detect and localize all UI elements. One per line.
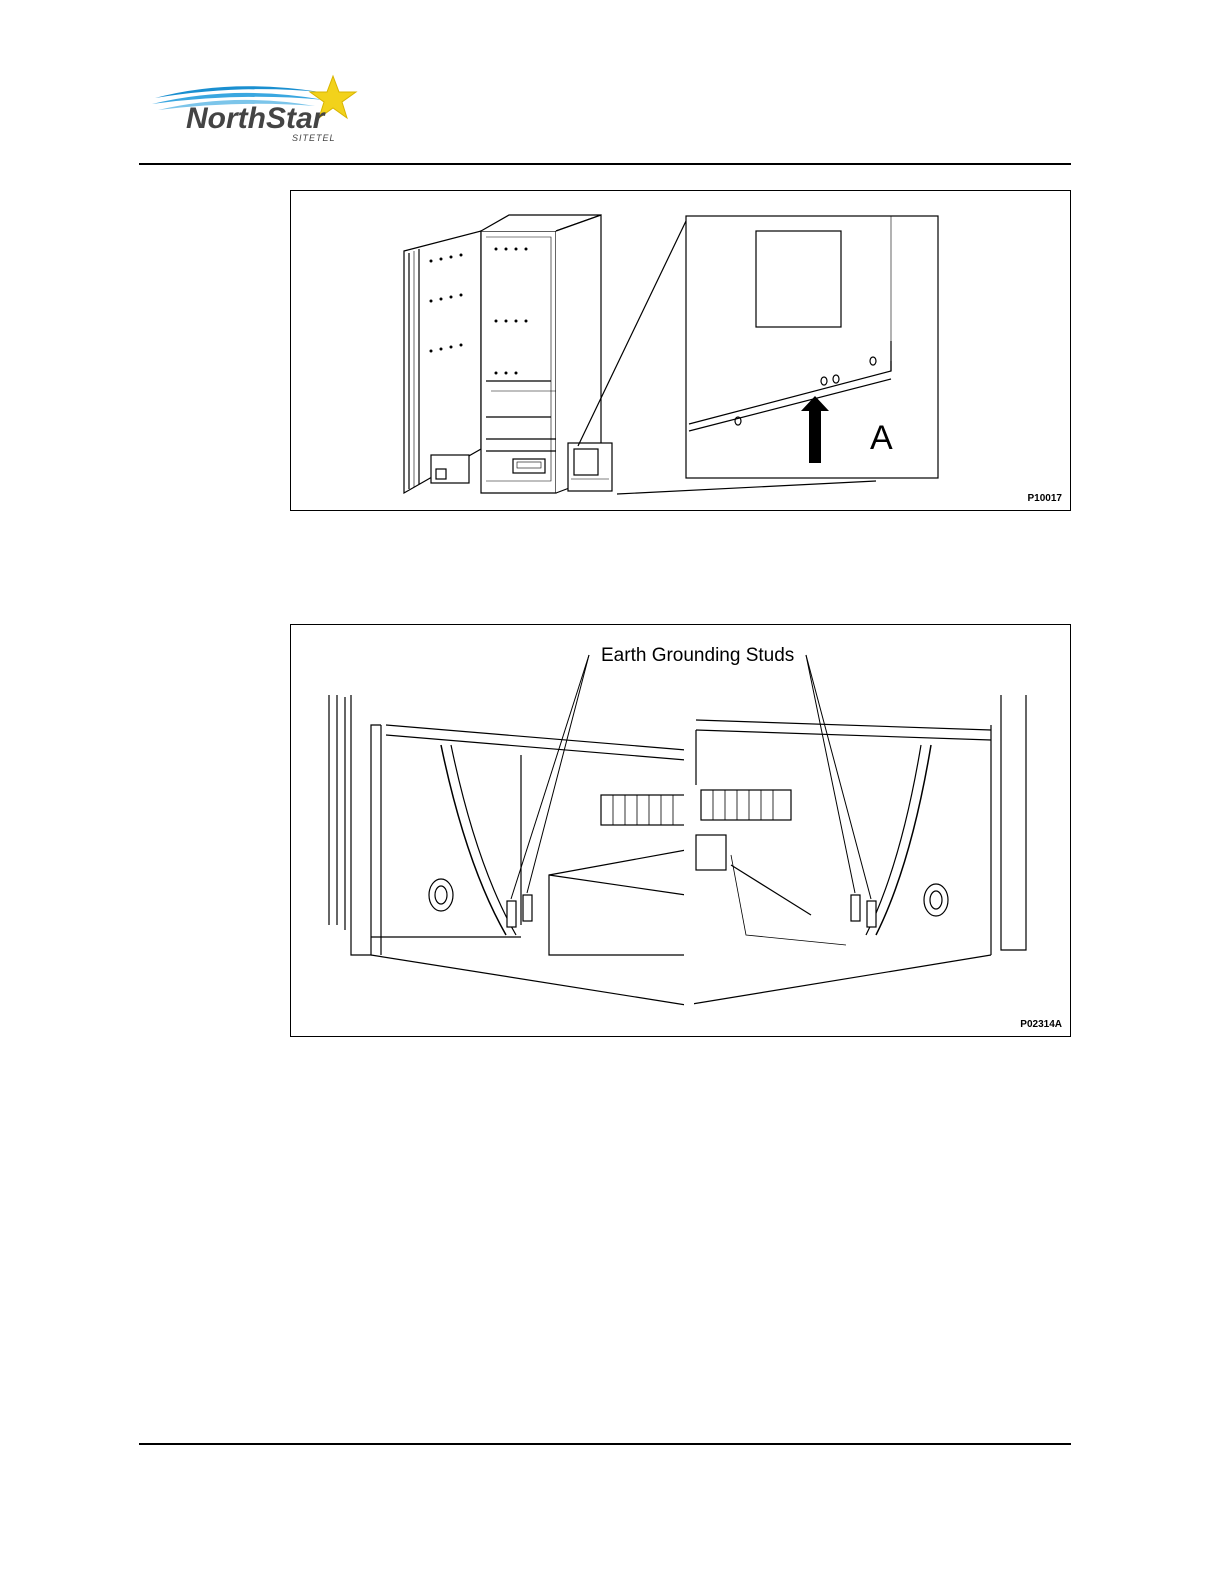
logo-sub-text: SITETEL [292, 133, 336, 143]
footer-rule [139, 1443, 1071, 1445]
header-rule [139, 163, 1071, 165]
grounding-illustration [291, 625, 1072, 1038]
figure-grounding [290, 624, 1071, 1037]
callout-a: A [870, 419, 893, 457]
figure-cabinet [290, 190, 1071, 511]
figure-id: P10017 [1027, 493, 1062, 504]
cabinet-illustration [291, 191, 1072, 512]
northstar-logo [150, 70, 380, 150]
figure-id: P02314A [1020, 1019, 1062, 1030]
earth-grounding-studs-label: Earth Grounding Studs [601, 645, 795, 666]
logo-brand-text: NorthStar [186, 102, 325, 135]
